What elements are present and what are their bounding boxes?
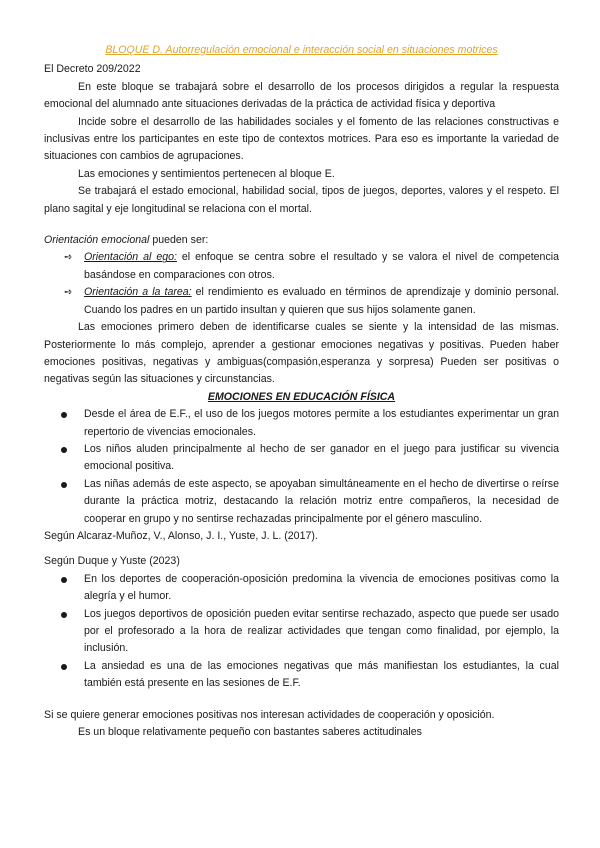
page-title: BLOQUE D. Autorregulación emocional e interacción social en situaciones motrices [105, 44, 498, 56]
bullet-dot-icon [61, 664, 67, 670]
list-item: Los juegos deportivos de oposición pueden evitar sentirse rechazado, aspecto que puede ser usado por el profesorado a la hora de realizar actividades que tengan como finalidad, por ejemplo, la inclusión. [44, 606, 559, 658]
list-item: Los niños aluden principalmente al hecho de ser ganador en el juego para justificar su vivencia emocional positiva. [44, 441, 559, 476]
bullet-list-2 [44, 571, 559, 693]
bullet-dot-icon [61, 577, 67, 583]
orientation-item: ➺ Orientación al ego: el enfoque se centra sobre el resultado y se valora el nivel de competencia basándose en comparaciones con otros. [64, 251, 559, 281]
list-item: Desde el área de E.F., el uso de los juegos motores permite a los estudiantes experimentar un gran repertorio de vivencias emocionales. [44, 406, 559, 441]
citation-alcaraz: Según Alcaraz-Muñoz, V., Alonso, J. I., Yuste, J. L. (2017). [44, 529, 318, 542]
closing-paragraph-1: Si se quiere generar emociones positivas nos interesan actividades de cooperación y oposición. [44, 708, 495, 721]
orientation-title: Orientación emocional pueden ser: [44, 234, 209, 247]
orientation-item: ➺ Orientación a la tarea: el rendimiento es evaluado en términos de aprendizaje y dominio personal. Cuando los padres en un partido insultan y quieren que sus hijos solamente ganen. [64, 286, 559, 316]
citation-duque: Según Duque y Yuste (2023) [44, 555, 180, 568]
closing-paragraph-2: Es un bloque relativamente pequeño con bastantes saberes actitudinales [78, 726, 422, 739]
decree-label: El Decreto 209/2022 [44, 63, 141, 76]
bullet-dot-icon [61, 447, 67, 453]
intro-paragraph-2: Incide sobre el desarrollo de las habilidades sociales y el fomento de las relaciones constructivas e inclusivas entre los participantes en este tipo de contextos motrices. Para eso es importante la variedad de situaciones con cambios de agrupaciones. [44, 115, 559, 163]
arrow-bullet-icon: ➺ [64, 252, 73, 264]
intro-paragraph-1: En este bloque se trabajará sobre el desarrollo de los procesos dirigidos a regular la respuesta emocional del alumnado ante situaciones derivadas de la práctica de actividad física y deportiva [44, 80, 559, 111]
emotions-paragraph: Las emociones primero deben de identificarse cuales se siente y la intensidad de las mismas. Posteriormente lo más complejo, aprender a gestionar emociones negativas y positivas. Pueden haber emociones positivas, negativas y ambiguas(compasión,esperanza y sorpresa) Pueden ser positivas o negativas según las situaciones y circunstancias. [44, 321, 559, 386]
list-item: Las niñas además de este aspecto, se apoyaban simultáneamente en el hecho de divertirse o reírse durante la práctica motriz, destacando la relación motriz entre compañeros, la necesidad de cooperar en grupo y no sentirse rechazadas principalmente por el género masculino. [44, 476, 559, 528]
list-item: En los deportes de cooperación-oposición predomina la vivencia de emociones positivas como la alegría y el humor. [44, 571, 559, 606]
bullet-dot-icon [61, 412, 67, 418]
bullet-list-1 [44, 406, 559, 528]
intro-paragraph-3: Las emociones y sentimientos pertenecen al bloque E. [78, 167, 335, 180]
section-heading: EMOCIONES EN EDUCACIÓN FÍSICA [207, 390, 396, 403]
list-item: La ansiedad es una de las emociones negativas que más manifiestan los estudiantes, la cual también está presente en las sesiones de E.F. [44, 658, 559, 693]
arrow-bullet-icon: ➺ [64, 287, 73, 299]
bullet-dot-icon [61, 612, 67, 618]
bullet-dot-icon [61, 482, 67, 488]
intro-paragraph-4: Se trabajará el estado emocional, habilidad social, tipos de juegos, deportes, valores y el respeto. El plano sagital y eje longitudinal se relaciona con el mortal. [44, 185, 559, 215]
document-content [44, 42, 559, 741]
orientation-list [44, 249, 559, 319]
